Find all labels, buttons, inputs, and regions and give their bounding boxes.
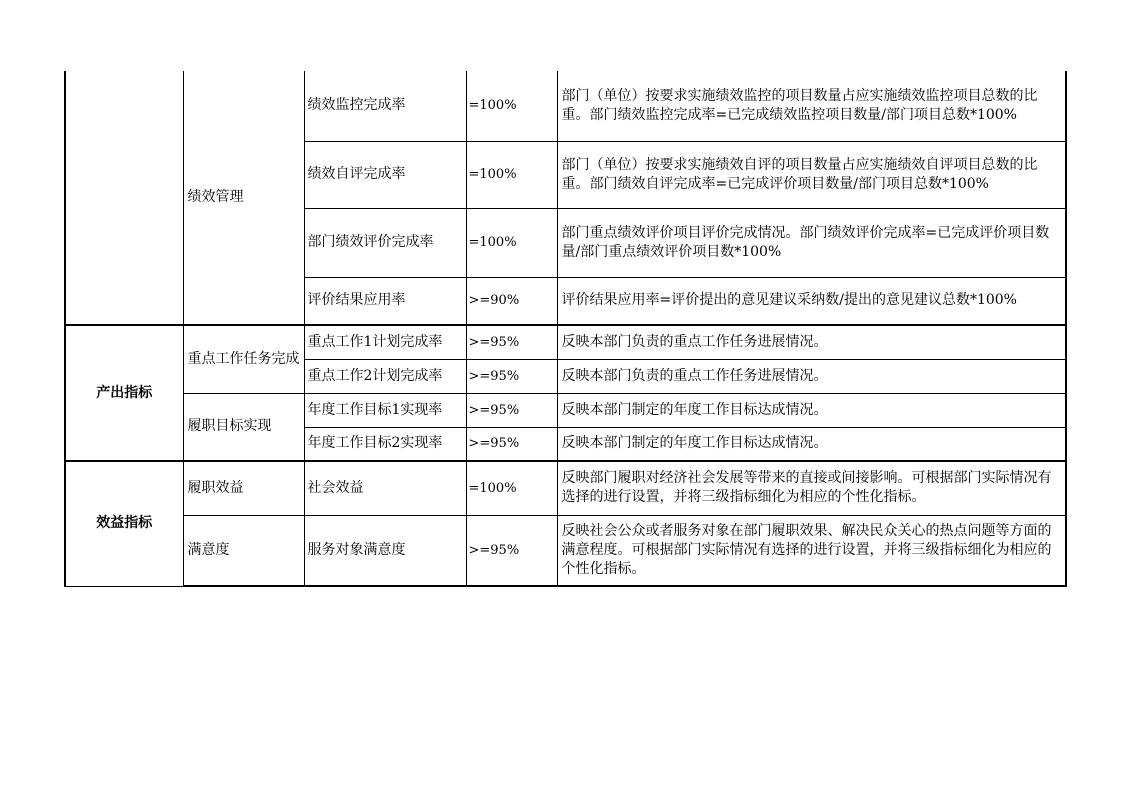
description-cell: 反映本部门负责的重点工作任务进展情况。	[557, 359, 1066, 393]
subcategory-cell: 履职效益	[183, 461, 304, 515]
value-cell: =100%	[466, 71, 557, 141]
value-cell: >=95%	[466, 325, 557, 359]
indicator-cell: 社会效益	[304, 461, 466, 515]
description-cell: 部门（单位）按要求实施绩效自评的项目数量占应实施绩效自评项目总数的比重。部门绩效自评完成率=已完成评价项目数量/部门项目总数*100%	[557, 141, 1066, 208]
value-cell: >=95%	[466, 427, 557, 461]
table-row	[65, 325, 1066, 359]
table-row	[65, 461, 1066, 515]
description-cell: 部门（单位）按要求实施绩效监控的项目数量占应实施绩效监控项目总数的比重。部门绩效监控完成率=已完成绩效监控项目数量/部门项目总数*100%	[557, 71, 1066, 141]
indicator-cell: 重点工作1计划完成率	[304, 325, 466, 359]
value-cell: =100%	[466, 461, 557, 515]
description-cell: 部门重点绩效评价项目评价完成情况。部门绩效评价完成率=已完成评价项目数量/部门重点绩效评价项目数*100%	[557, 208, 1066, 277]
description-cell: 反映部门履职对经济社会发展等带来的直接或间接影响。可根据部门实际情况有选择的进行设置，并将三级指标细化为相应的个性化指标。	[557, 461, 1066, 515]
indicator-cell: 年度工作目标2实现率	[304, 427, 466, 461]
category-cell: 效益指标	[65, 461, 183, 586]
indicator-table	[64, 71, 1067, 587]
subcategory-cell: 绩效管理	[183, 71, 304, 325]
category-cell: 产出指标	[65, 325, 183, 461]
table-row	[65, 515, 1066, 586]
table-row	[65, 71, 1066, 141]
value-cell: =100%	[466, 141, 557, 208]
value-cell: >=95%	[466, 359, 557, 393]
indicator-cell: 绩效监控完成率	[304, 71, 466, 141]
indicator-cell: 服务对象满意度	[304, 515, 466, 586]
table-row	[65, 393, 1066, 427]
subcategory-cell: 重点工作任务完成	[183, 325, 304, 393]
subcategory-cell: 履职目标实现	[183, 393, 304, 461]
description-cell: 评价结果应用率=评价提出的意见建议采纳数/提出的意见建议总数*100%	[557, 277, 1066, 325]
description-cell: 反映本部门负责的重点工作任务进展情况。	[557, 325, 1066, 359]
indicator-cell: 评价结果应用率	[304, 277, 466, 325]
description-cell: 反映社会公众或者服务对象在部门履职效果、解决民众关心的热点问题等方面的满意程度。可根据部门实际情况有选择的进行设置，并将三级指标细化为相应的个性化指标。	[557, 515, 1066, 586]
category-cell-continued	[65, 71, 183, 325]
value-cell: >=95%	[466, 393, 557, 427]
indicator-cell: 年度工作目标1实现率	[304, 393, 466, 427]
description-cell: 反映本部门制定的年度工作目标达成情况。	[557, 393, 1066, 427]
indicator-cell: 重点工作2计划完成率	[304, 359, 466, 393]
indicator-cell: 部门绩效评价完成率	[304, 208, 466, 277]
value-cell: >=95%	[466, 515, 557, 586]
description-cell: 反映本部门制定的年度工作目标达成情况。	[557, 427, 1066, 461]
subcategory-cell: 满意度	[183, 515, 304, 586]
value-cell: =100%	[466, 208, 557, 277]
value-cell: >=90%	[466, 277, 557, 325]
indicator-cell: 绩效自评完成率	[304, 141, 466, 208]
